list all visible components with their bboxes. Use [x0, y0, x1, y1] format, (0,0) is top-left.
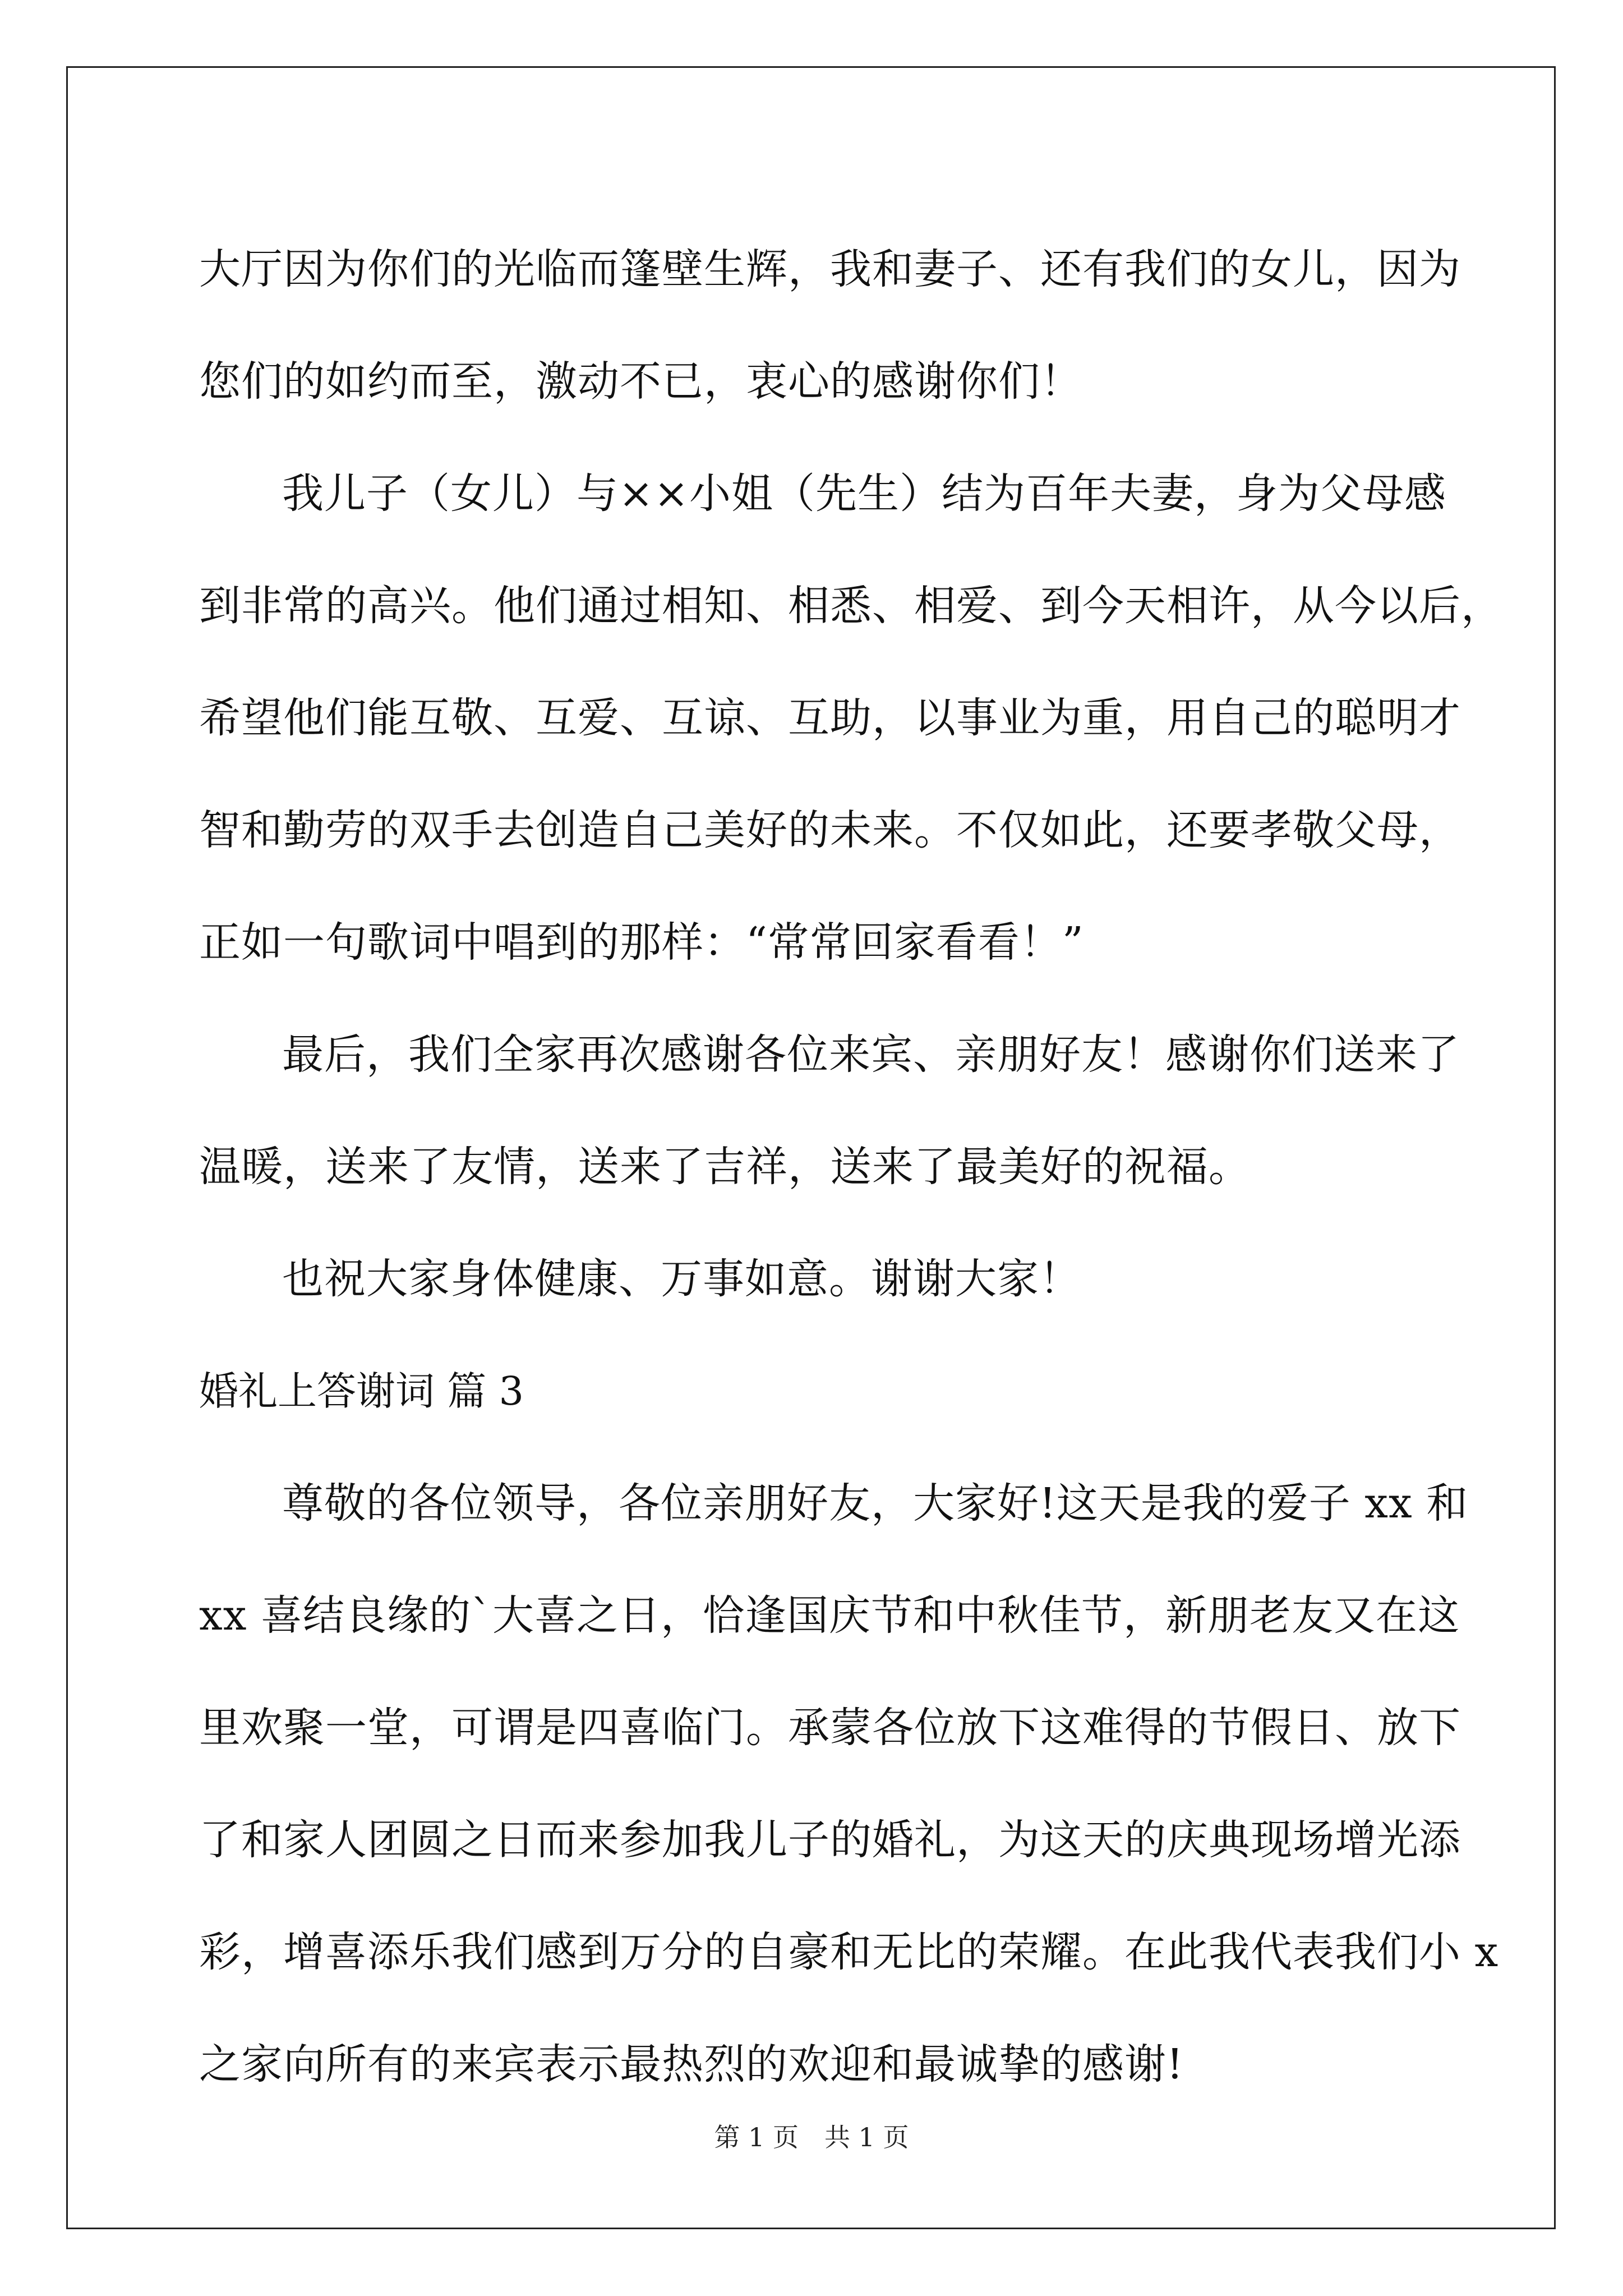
- text-line: 您们的如约而至，激动不已，衷心的感谢你们！: [199, 357, 1082, 406]
- text-line: 正如一句歌词中唱到的那样：“常常回家看看！”: [199, 918, 1084, 967]
- text-line: 到非常的高兴。他们通过相知、相悉、相爱、到今天相许，从今以后，: [199, 582, 1503, 630]
- text-line: xx 喜结良缘的`大喜之日，恰逢国庆节和中秋佳节，新朋老友又在这: [199, 1591, 1460, 1640]
- text-line: 了和家人团圆之日而来参加我儿子的婚礼，为这天的庆典现场增光添: [199, 1816, 1461, 1864]
- text-line: 最后，我们全家再次感谢各位来宾、亲朋好友！感谢你们送来了: [282, 1030, 1460, 1079]
- text-line: 彩，增喜添乐我们感到万分的自豪和无比的荣耀。在此我代表我们小 x: [199, 1928, 1499, 1976]
- text-line: 希望他们能互敬、互爱、互谅、互助，以事业为重，用自己的聪明才: [199, 694, 1461, 742]
- text-line: 里欢聚一堂，可谓是四喜临门。承蒙各位放下这难得的节假日、放下: [199, 1704, 1461, 1752]
- text-line: 尊敬的各位领导，各位亲朋好友，大家好!这天是我的爱子 xx 和: [282, 1479, 1469, 1527]
- text-line: 之家向所有的来宾表示最热烈的欢迎和最诚挚的感谢!: [199, 2040, 1184, 2088]
- text-line: 智和勤劳的双手去创造自己美好的未来。不仅如此，还要孝敬父母，: [199, 806, 1461, 854]
- text-line: 温暖，送来了友情，送来了吉祥，送来了最美好的祝福。: [199, 1143, 1251, 1191]
- section-heading: 婚礼上答谢词 篇 3: [199, 1368, 524, 1414]
- text-line: 也祝大家身体健康、万事如意。谢谢大家！: [282, 1255, 1081, 1303]
- text-line: 我儿子（女儿）与××小姐（先生）结为百年夫妻，身为父母感: [282, 470, 1447, 518]
- text-line: 大厅因为你们的光临而篷壁生辉，我和妻子、还有我们的女儿，因为: [199, 245, 1461, 293]
- document-body: [199, 213, 1503, 2120]
- page-number-footer: 第 1 页 共 1 页: [714, 2122, 909, 2152]
